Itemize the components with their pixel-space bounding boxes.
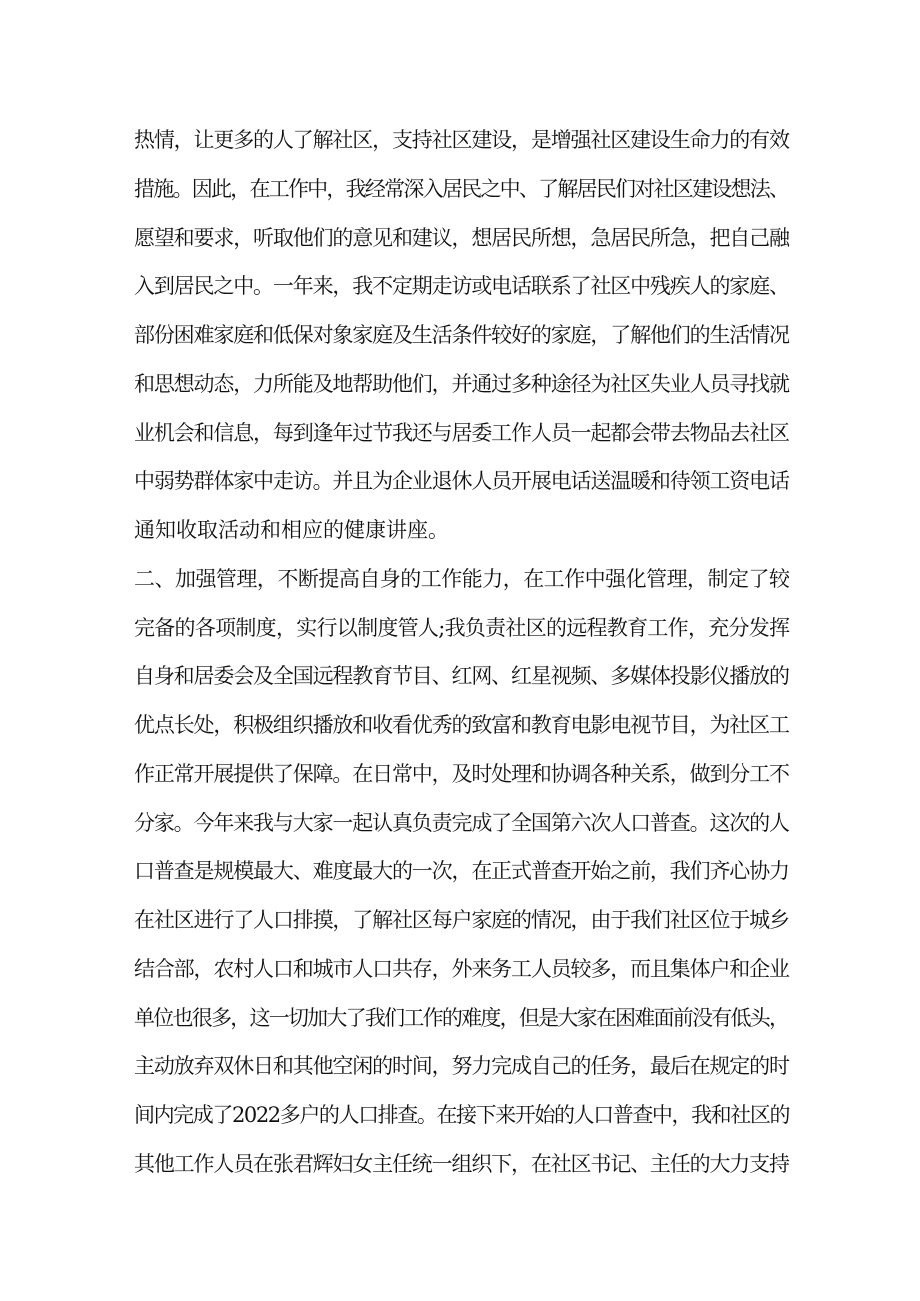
text-line: 单位也很多，这一切加大了我们工作的难度，但是大家在困难面前没有低头，: [134, 1005, 789, 1030]
text-line: 中弱势群体家中走访。并且为企业退休人员开展电话送温暖和待领工资电话: [134, 469, 789, 494]
text-line: 热情，让更多的人了解社区，支持社区建设，是增强社区建设生命力的有效: [134, 128, 789, 152]
text-line: 入到居民之中。一年来，我不定期走访或电话联系了社区中残疾人的家庭、: [134, 274, 789, 299]
text-line: 分家。今年来我与大家一起认真负责完成了全国第六次人口普查。这次的人: [134, 810, 789, 835]
text-line: 业机会和信息，每到逢年过节我还与居委工作人员一起都会带去物品去社区: [134, 420, 789, 445]
text-line: 间内完成了2022多户的人口排查。在接下来开始的人口普查中，我和社区的: [134, 1103, 790, 1127]
text-line: 优点长处，积极组织播放和收看优秀的致富和教育电影电视节目，为社区工: [134, 713, 789, 737]
text-line: 主动放弃双休日和其他空闲的时间，努力完成自己的任务，最后在规定的时: [134, 1054, 789, 1079]
text-line: 口普查是规模最大、难度最大的一次，在正式普查开始之前，我们齐心协力: [134, 859, 789, 884]
text-line: 完备的各项制度，实行以制度管人;我负责社区的远程教育工作，充分发挥: [134, 615, 790, 640]
text-line: 其他工作人员在张君辉妇女主任统一组织下，在社区书记、主任的大力支持: [134, 1151, 789, 1176]
text-line: 二、加强管理，不断提高自身的工作能力，在工作中强化管理，制定了较: [134, 566, 790, 591]
text-line: 结合部，农村人口和城市人口共存，外来务工人员较多，而且集体户和企业: [134, 956, 789, 981]
text-line: 通知收取活动和相应的健康讲座。: [134, 518, 449, 542]
text-line: 和思想动态，力所能及地帮助他们，并通过多种途径为社区失业人员寻找就: [134, 371, 789, 396]
text-line: 自身和居委会及全国远程教育节目、红网、红星视频、多媒体投影仪播放的: [134, 664, 789, 689]
text-line: 作正常开展提供了保障。在日常中，及时处理和协调各种关系，做到分工不: [134, 761, 789, 786]
text-line: 措施。因此，在工作中，我经常深入居民之中、了解居民们对社区建设想法、: [134, 176, 789, 201]
text-line: 部份困难家庭和低保对象家庭及生活条件较好的家庭，了解他们的生活情况: [134, 323, 789, 347]
text-line: 愿望和要求，听取他们的意见和建议，想居民所想，急居民所急，把自己融: [134, 225, 789, 250]
text-line: 在社区进行了人口排摸，了解社区每户家庭的情况，由于我们社区位于城乡: [134, 908, 789, 932]
